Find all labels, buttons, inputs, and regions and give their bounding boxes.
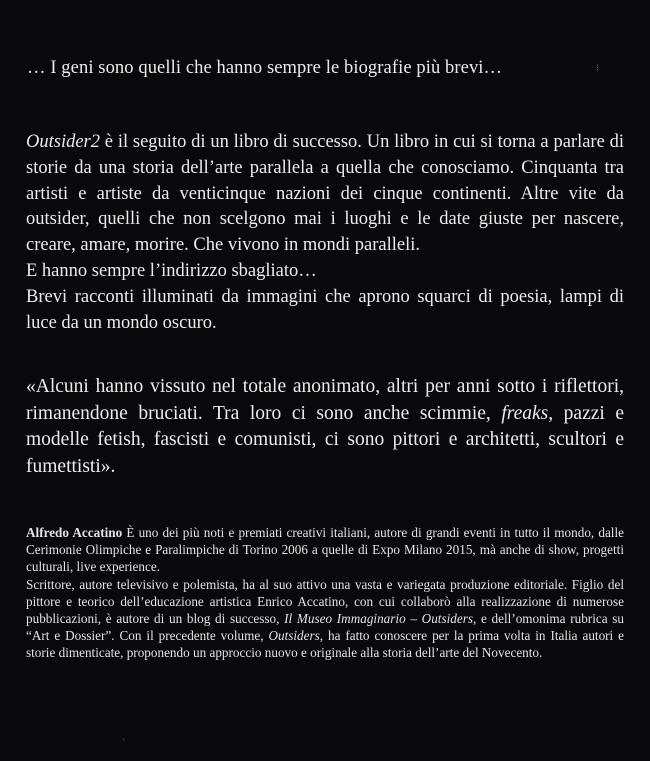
intro-line-address: E hanno sempre l’indirizzo sbagliato… [26, 260, 317, 281]
bio-text-1: È uno dei più noti e premiati creativi italiani, autore di grandi eventi in tutto il mondo, dalle Cerimonie Olimpiche e Paralimpiche di Torino 2006 a quelle di Expo Milano 2015, mà anche di show, progetti culturali, live experience. [26, 525, 624, 575]
dust-speck: · [122, 735, 126, 746]
author-name: Alfredo Accatino [26, 525, 123, 540]
book-title: Outsider2 [26, 132, 100, 152]
bio-text-2b: , e dell’omonima rubrica su “Art e Dossier”. Con il precedente volume, [26, 611, 625, 644]
intro-text [26, 130, 624, 259]
intro-line-stories: Brevi racconti illuminati da immagini che aprono squarci di poesia, lampi di luce da un mondo oscuro. [26, 286, 624, 333]
quote-text [26, 374, 624, 480]
bio-paragraph-1 [26, 524, 624, 576]
tagline: … I geni sono quelli che hanno sempre le biografie più brevi… [27, 58, 503, 78]
bio-text-2c: , ha fatto conoscere per la prima volta in Italia autori e storie dimenticate, proponendo un approccio nuovo e originale alla storia dell’arte del Novecento. [26, 628, 624, 661]
quote-part-2: , pazzi e modelle fetish, fascisti e comunisti, ci sono pittori e architetti, scultori e fumettisti». [26, 402, 624, 477]
quote-freaks: freaks [501, 402, 549, 424]
quote-paragraph [26, 374, 624, 480]
quote-part-1: «Alcuni hanno vissuto nel totale anonimato, altri per anni sotto i riflettori, rimanendone bruciati. Tra loro ci sono anche scimmie, [26, 376, 624, 424]
bio-text-2a: Scrittore, autore televisivo e polemista, ha al suo attivo una vasta e variegata produzione editoriale. Figlio del pittore e teorico dell’educazione artistica Enrico Accatino, con cui collaborò alla realizzazione di numerose pubblicazioni, è autore di un blog di successo, [26, 576, 624, 627]
previous-book-title: Outsiders [268, 628, 320, 644]
blog-title: Il Museo Immaginario – Outsiders [284, 611, 473, 627]
author-bio [26, 524, 624, 662]
intro-sentence: è il seguito di un libro di successo. Un libro in cui si torna a parlare di storie da una storia dell’arte parallela a quella che conosciamo. Cinquanta tra artisti e artiste da venticinque nazioni dei cinque continenti. Altre vite da outsider, quelli che non scelgono mai i luoghi e le date giuste per nascere, creare, amare, morire. Che vivono in mondi paralleli. [26, 132, 624, 256]
bio-paragraph-2 [26, 576, 624, 662]
intro-paragraph [26, 130, 624, 336]
dust-speck: ⁝ [596, 63, 600, 74]
